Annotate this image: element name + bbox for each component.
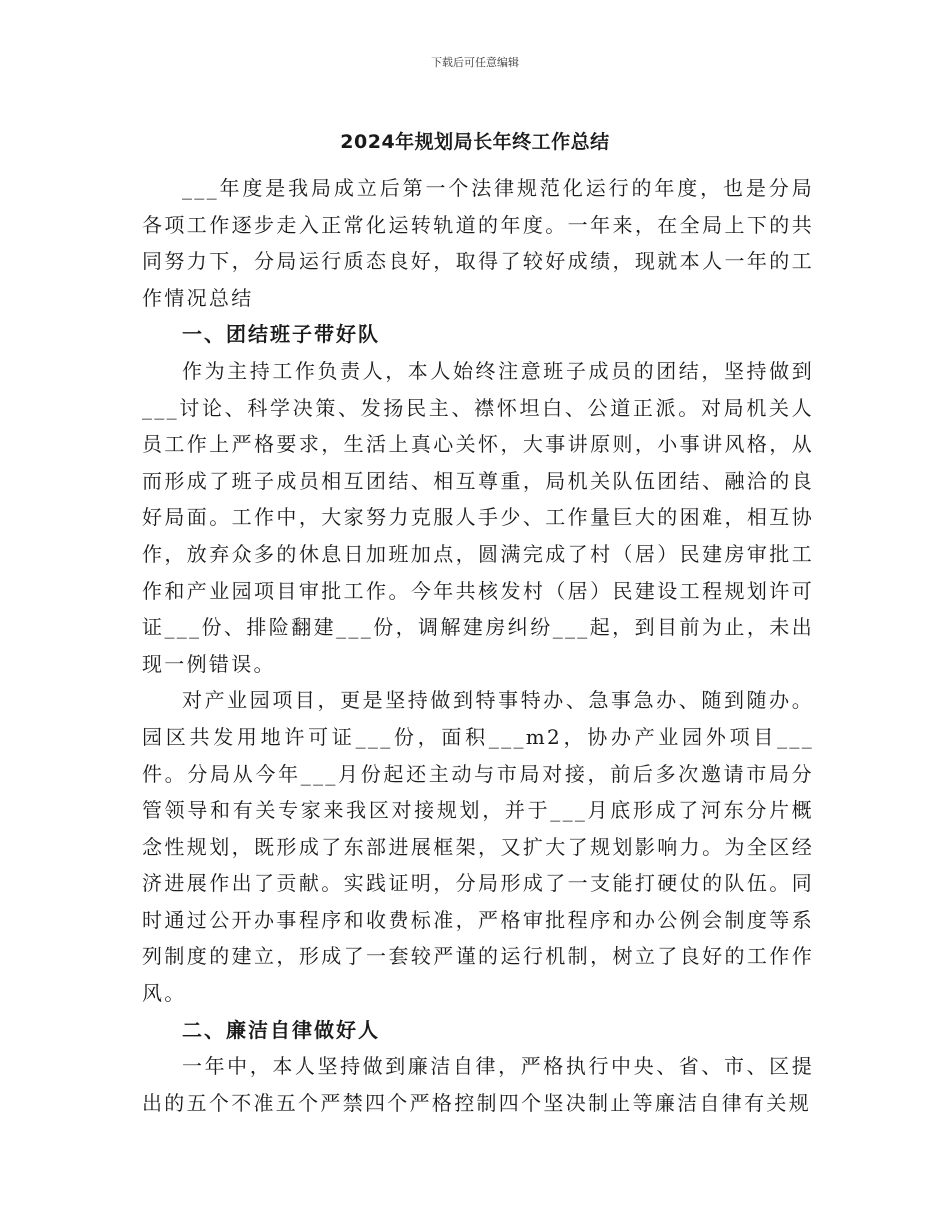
- section-1-heading: 一、团结班子带好队: [182, 322, 380, 347]
- section-1-paragraph-1: 作为主持工作负责人，本人始终注意班子成员的团结，坚持做到___讨论、科学决策、发扬民主、襟怀坦白、公道正派。对局机关人员工作上严格要求，生活上真心关怀，大事讲原则，小事讲风格，从而形成了班子成员相互团结、相互尊重，局机关队伍团结、融洽的良好局面。工作中，大家努力克服人手少、工作量巨大的困难，相互协作，放弃众多的休息日加班加点，圆满完成了村（居）民建房审批工作和产业园项目审批工作。今年共核发村（居）民建设工程规划许可证___份、排险翻建___份，调解建房纠纷___起，到目前为止，未出现一例错误。: [142, 358, 814, 676]
- document-title: 2024年规划局长年终工作总结: [340, 131, 610, 153]
- document-body: [142, 170, 814, 1121]
- page-header-note: 下载后可任意编辑: [431, 56, 519, 69]
- section-2-paragraph-1: 一年中，本人坚持做到廉洁自律，严格执行中央、省、市、区提出的五个不准五个严禁四个严格控制四个坚决制止等廉洁自律有关规: [142, 1054, 814, 1115]
- section-2-heading: 二、廉洁自律做好人: [182, 1017, 380, 1042]
- intro-paragraph: ___年度是我局成立后第一个法律规范化运行的年度，也是分局各项工作逐步走入正常化运转轨道的年度。一年来，在全局上下的共同努力下，分局运行质态良好，取得了较好成绩，现就本人一年的工作情况总结: [142, 176, 814, 310]
- section-1-paragraph-2: 对产业园项目，更是坚持做到特事特办、急事急办、随到随办。园区共发用地许可证___份，面积___m2，协办产业园外项目___件。分局从今年___月份起还主动与市局对接，前后多次邀请市局分管领导和有关专家来我区对接规划，并于___月底形成了河东分片概念性规划，既形成了东部进展框架，又扩大了规划影响力。为全区经济进展作出了贡献。实践证明，分局形成了一支能打硬仗的队伍。同时通过公开办事程序和收费标准，严格审批程序和办公例会制度等系列制度的建立，形成了一套较严谨的运行机制，树立了良好的工作作风。: [142, 688, 814, 1006]
